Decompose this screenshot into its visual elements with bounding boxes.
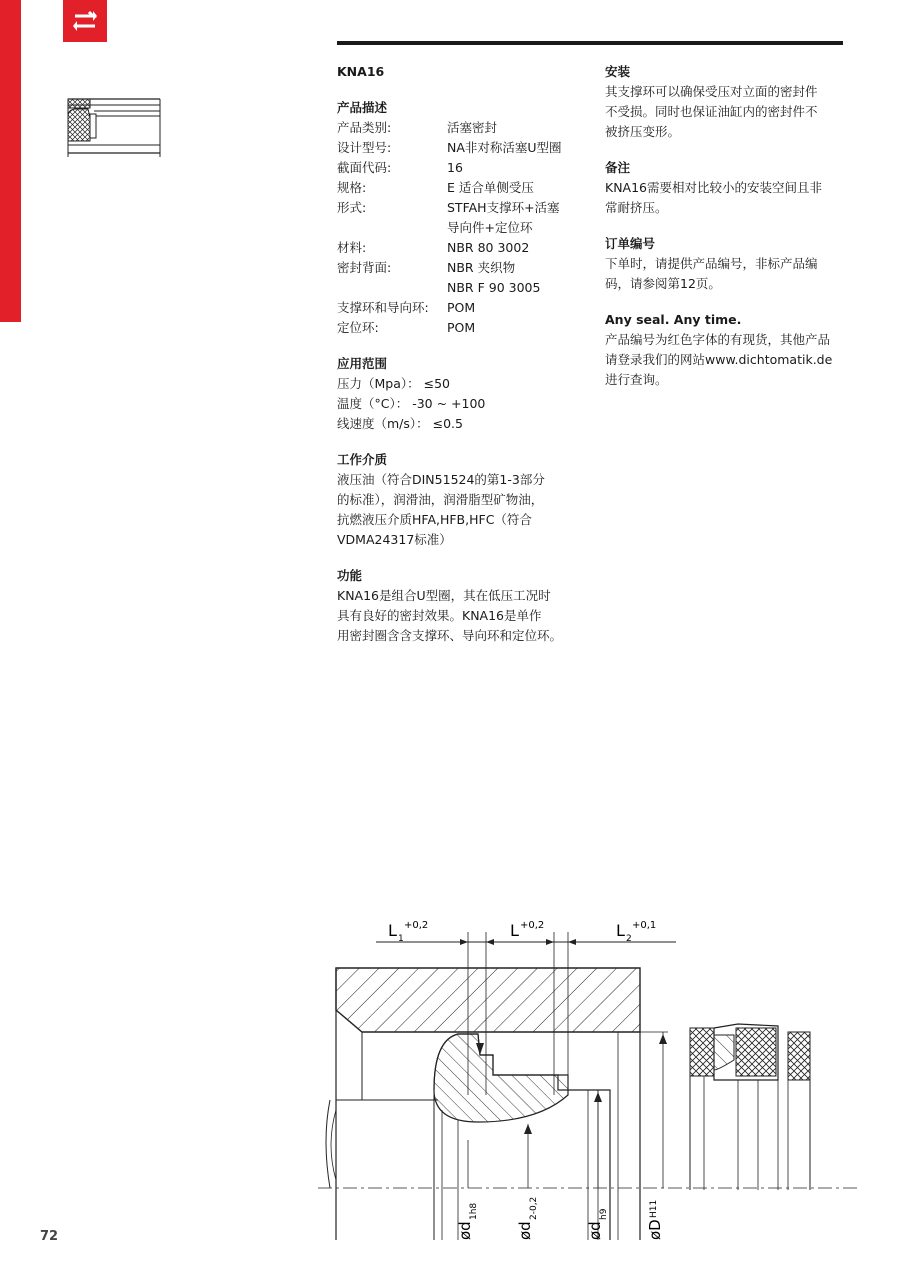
dim-d2: ød bbox=[516, 1221, 534, 1240]
notes-line: 常耐挤压。 bbox=[605, 200, 668, 215]
application-line: 温度（°C）： -30 ~ +100 bbox=[337, 396, 486, 411]
right-column bbox=[605, 62, 845, 390]
product-code: KNA16 bbox=[337, 64, 385, 79]
application-line: 压力（Mpa）： ≤50 bbox=[337, 376, 450, 391]
application-line: 线速度（m/s）： ≤0.5 bbox=[337, 416, 463, 431]
slogan-line: 进行查询。 bbox=[605, 372, 668, 387]
technical-drawing bbox=[318, 910, 858, 1250]
spec-value-line: STFAH支撑环+活塞 bbox=[447, 200, 560, 215]
dim-d1-sub: 1h8 bbox=[469, 1202, 479, 1220]
spec-key: 密封背面: bbox=[337, 260, 392, 275]
dim-L: L bbox=[510, 921, 519, 940]
dim-d1: ød bbox=[456, 1221, 474, 1240]
left-column bbox=[337, 62, 577, 646]
function-line: 具有良好的密封效果。KNA16是单作 bbox=[337, 608, 542, 623]
media-line: 的标准），润滑油，润滑脂型矿物油， bbox=[337, 492, 544, 507]
spec-row bbox=[337, 258, 577, 298]
spec-key: 支撑环和导向环: bbox=[337, 300, 429, 315]
spec-row bbox=[337, 158, 577, 178]
page-number: 72 bbox=[40, 1229, 59, 1244]
function-line: 用密封圈含含支撑环、导向环和定位环。 bbox=[337, 628, 563, 643]
spec-key: 定位环: bbox=[337, 320, 379, 335]
spec-value: POM bbox=[447, 300, 476, 315]
dim-L1: L bbox=[388, 921, 397, 940]
spec-value: NA非对称活塞U型圈 bbox=[447, 140, 562, 155]
spec-row bbox=[337, 138, 577, 158]
order-line: 下单时，请提供产品编号，非标产品编 bbox=[605, 256, 818, 271]
spec-value bbox=[447, 258, 577, 298]
function-heading: 功能 bbox=[337, 568, 363, 583]
dim-D-sub: H11 bbox=[649, 1199, 659, 1218]
notes-heading: 备注 bbox=[605, 160, 631, 175]
spec-value: NBR 80 3002 bbox=[447, 240, 530, 255]
spec-value-line: 导向件+定位环 bbox=[447, 220, 533, 235]
spec-value: 活塞密封 bbox=[447, 120, 498, 135]
dim-d2-sub: 2-0,2 bbox=[529, 1196, 539, 1220]
dim-L-tol: +0,2 bbox=[520, 920, 545, 931]
spec-key: 材料: bbox=[337, 240, 367, 255]
install-heading: 安装 bbox=[605, 64, 631, 79]
spec-row bbox=[337, 198, 577, 238]
dim-d-sub: h9 bbox=[599, 1208, 609, 1220]
spec-key: 截面代码: bbox=[337, 160, 392, 175]
seal-thumbnail-icon bbox=[60, 97, 164, 159]
spec-key: 形式: bbox=[337, 200, 367, 215]
order-line: 码，请参阅第12页。 bbox=[605, 276, 721, 291]
media-heading: 工作介质 bbox=[337, 452, 388, 467]
install-line: 其支撑环可以确保受压对立面的密封件 bbox=[605, 84, 818, 99]
product-desc-table bbox=[337, 118, 577, 338]
install-line: 不受损。同时也保证油缸内的密封件不 bbox=[605, 104, 818, 119]
spec-value: 16 bbox=[447, 160, 463, 175]
dim-d: ød bbox=[586, 1221, 604, 1240]
spec-value: E 适合单侧受压 bbox=[447, 180, 534, 195]
dim-L2-sub: 2 bbox=[626, 934, 632, 944]
order-heading: 订单编号 bbox=[605, 236, 656, 251]
spec-row bbox=[337, 298, 577, 318]
spec-key: 规格: bbox=[337, 180, 367, 195]
application-heading: 应用范围 bbox=[337, 356, 388, 371]
swap-arrows-icon bbox=[63, 0, 107, 42]
notes-line: KNA16需要相对比较小的安装空间且非 bbox=[605, 180, 823, 195]
slogan-line: 请登录我们的网站www.dichtomatik.de bbox=[605, 352, 833, 367]
dim-D: øD bbox=[646, 1219, 664, 1240]
spec-value-line: NBR 夹织物 bbox=[447, 260, 516, 275]
spec-key: 设计型号: bbox=[337, 140, 392, 155]
spec-key: 产品类别: bbox=[337, 120, 392, 135]
media-line: VDMA24317标准） bbox=[337, 532, 452, 547]
product-desc-heading: 产品描述 bbox=[337, 100, 388, 115]
dim-L2-tol: +0,1 bbox=[632, 920, 657, 931]
slogan-heading: Any seal. Any time. bbox=[605, 312, 742, 327]
section-logo bbox=[63, 0, 107, 42]
slogan-line: 产品编号为红色字体的有现货，其他产品 bbox=[605, 332, 831, 347]
spec-row bbox=[337, 178, 577, 198]
dim-L2: L bbox=[616, 921, 625, 940]
dim-L1-tol: +0,2 bbox=[404, 920, 429, 931]
spec-row bbox=[337, 238, 577, 258]
install-line: 被挤压变形。 bbox=[605, 124, 681, 139]
spec-row bbox=[337, 118, 577, 138]
seal-cross-section bbox=[690, 1024, 810, 1190]
spec-value-line: NBR F 90 3005 bbox=[447, 280, 541, 295]
spec-value bbox=[447, 198, 577, 238]
dim-L1-sub: 1 bbox=[398, 934, 404, 944]
media-line: 液压油（符合DIN51524的第1-3部分 bbox=[337, 472, 545, 487]
edge-color-bar bbox=[0, 0, 21, 322]
media-line: 抗燃液压介质HFA,HFB,HFC（符合 bbox=[337, 512, 532, 527]
top-rule bbox=[337, 41, 843, 45]
spec-value: POM bbox=[447, 320, 476, 335]
spec-row bbox=[337, 318, 577, 338]
function-line: KNA16是组合U型圈，其在低压工况时 bbox=[337, 588, 551, 603]
